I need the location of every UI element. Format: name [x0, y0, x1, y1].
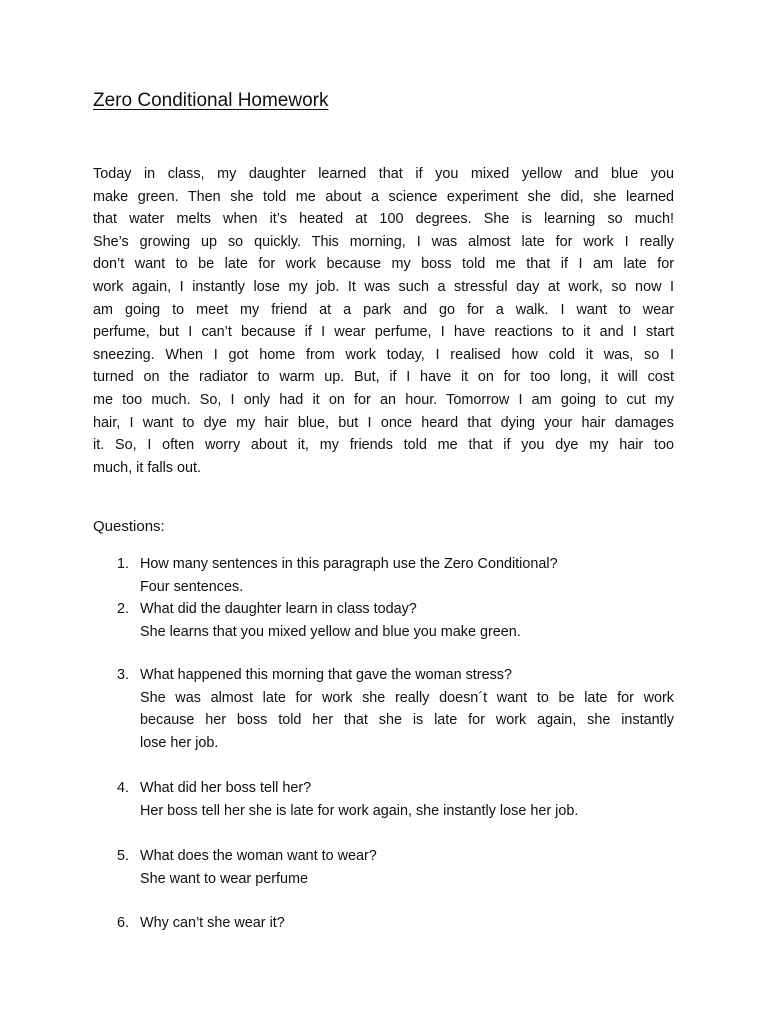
paragraph-line: make green. Then she told me about a science experiment she did, she learned — [93, 188, 674, 205]
question-text: What did her boss tell her? — [140, 780, 312, 796]
question-item — [117, 777, 677, 822]
answer-line: because her boss told her that she is late for work again, she instantly — [140, 712, 674, 729]
paragraph-line: perfume, but I can’t because if I wear perfume, I have reactions to it and I start — [93, 324, 674, 341]
question-item — [117, 845, 677, 890]
question-text: What did the daughter learn in class today? — [140, 601, 417, 617]
question-item — [117, 553, 677, 598]
question-item — [117, 912, 677, 935]
answer-line: Her boss tell her she is late for work again, she instantly lose her job. — [140, 802, 579, 819]
answer-line: She was almost late for work she really doesn´t want to be late for work — [140, 689, 674, 706]
paragraph-line: hair, I want to dye my hair blue, but I once heard that dying your hair damages — [93, 414, 674, 431]
answer-line: She learns that you mixed yellow and blue you make green. — [140, 623, 521, 640]
questions-heading: Questions: — [93, 518, 165, 535]
document-title: Zero Conditional Homework — [93, 90, 329, 111]
paragraph-line: that water melts when it’s heated at 100 degrees. She is learning so much! — [93, 211, 674, 228]
paragraph-line: Today in class, my daughter learned that if you mixed yellow and blue you — [93, 166, 674, 182]
paragraph-line: much, it falls out. — [93, 459, 201, 476]
question-number: 5. — [117, 848, 130, 864]
paragraph-line: She’s growing up so quickly. This morning, I was almost late for work I really — [93, 233, 674, 250]
question-text: Why can’t she wear it? — [140, 915, 285, 931]
paragraph-line: me too much. So, I only had it on for an hour. Tomorrow I am going to cut my — [93, 391, 674, 408]
question-number: 4. — [117, 780, 130, 796]
paragraph-line: it. So, I often worry about it, my friends told me that if you dye my hair too — [93, 437, 674, 454]
answer-line: She want to wear perfume — [140, 870, 308, 887]
question-number: 1. — [117, 556, 130, 572]
paragraph-line: am going to meet my friend at a park and go for a walk. I want to wear — [93, 301, 674, 318]
paragraph-line: don’t want to be late for work because my boss told me that if I am late for — [93, 256, 674, 273]
question-item — [117, 598, 677, 643]
question-number: 6. — [117, 915, 130, 931]
question-number: 2. — [117, 601, 130, 617]
paragraph-line: work again, I instantly lose my job. It was such a stressful day at work, so now I — [93, 278, 674, 295]
question-number: 3. — [117, 667, 130, 683]
answer-line: Four sentences. — [140, 578, 244, 595]
paragraph-line: sneezing. When I got home from work today, I realised how cold it was, so I — [93, 346, 674, 363]
paragraph-line: turned on the radiator to warm up. But, if I have it on for too long, it will cost — [93, 369, 674, 386]
story-paragraph — [93, 163, 674, 479]
question-item — [117, 664, 677, 754]
question-text: What happened this morning that gave the woman stress? — [140, 667, 512, 683]
question-text: What does the woman want to wear? — [140, 848, 377, 864]
answer-line: lose her job. — [140, 734, 219, 751]
question-text: How many sentences in this paragraph use the Zero Conditional? — [140, 556, 558, 572]
